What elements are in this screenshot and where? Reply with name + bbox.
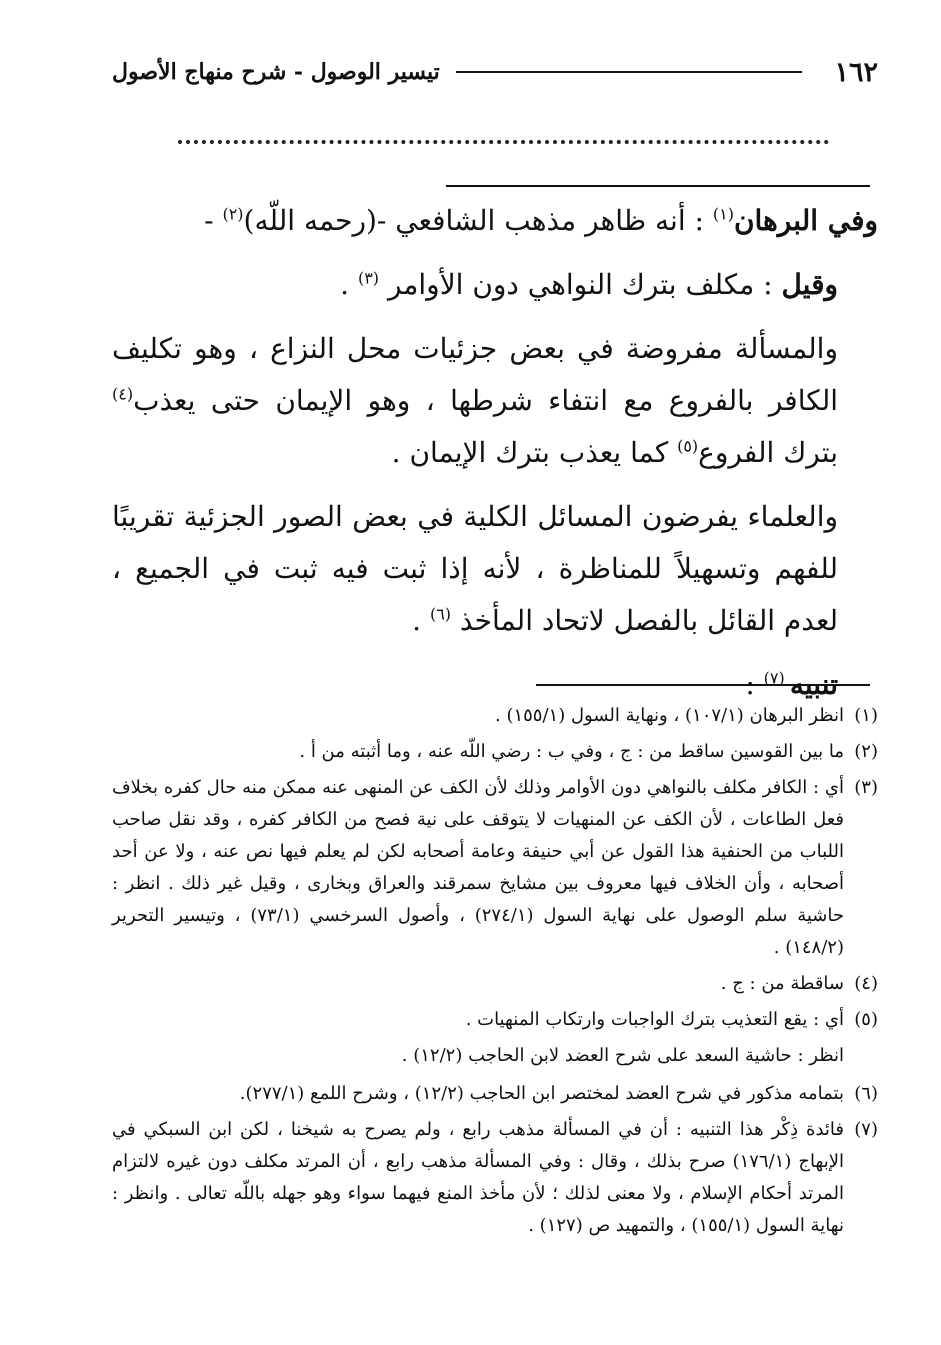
footnote-7 bbox=[112, 1114, 878, 1242]
footnote-ref-1: (١) bbox=[712, 204, 734, 224]
footnote-3 bbox=[112, 772, 878, 964]
footnote-rule bbox=[536, 684, 870, 686]
paragraph-burhan bbox=[112, 195, 878, 247]
top-rule bbox=[446, 185, 870, 187]
term-burhan: وفي البرهان bbox=[733, 204, 878, 237]
footnote-5-continuation bbox=[112, 1040, 878, 1072]
footnote-ref-2: (٢) bbox=[222, 204, 244, 224]
paragraph-qila bbox=[112, 259, 878, 311]
footnote-6 bbox=[112, 1078, 878, 1110]
paragraph-text: : مكلف بترك النواهي دون الأوامر bbox=[379, 268, 782, 301]
running-title: تيسير الوصول - شرح منهاج الأصول bbox=[112, 59, 440, 85]
paragraph-text: . bbox=[340, 268, 358, 301]
footnote-number: (٤) bbox=[854, 973, 878, 994]
header-rule bbox=[456, 71, 802, 73]
paragraph-text: بترك الفروع bbox=[698, 436, 838, 469]
footnote-text: فائدة ذِكْر هذا التنبيه : أن في المسألة مذهب رابع ، ولم يصرح به شيخنا ، لكن ابن السبكي في الإبهاج (١٧٦/١) صرح بذلك ، وقال : وفي المسألة مذهب رابع ، أن المرتد مكلف دون غيره لالتزام المرتد أحكام الإسلام ، ولا معنى لذلك ؛ لأن مأخذ المنع فيهما سواء وهو جهله باللّه تعالى . وانظر : نهاية السول (١٥٥/١) ، والتمهيد ص (١٢٧) . bbox=[112, 1119, 845, 1236]
footnote-text: أي : يقع التعذيب بترك الواجبات وارتكاب المنهيات . bbox=[465, 1009, 844, 1030]
term-qila: وقيل bbox=[781, 268, 838, 301]
footnote-2 bbox=[112, 736, 878, 768]
main-text bbox=[112, 195, 878, 723]
footnote-ref-6: (٦) bbox=[429, 604, 452, 624]
footnote-4 bbox=[112, 968, 878, 1000]
paragraph-text: : bbox=[745, 668, 764, 701]
footnote-number: (٢) bbox=[854, 741, 878, 762]
footnote-number: (٦) bbox=[854, 1083, 878, 1104]
footnote-1 bbox=[112, 700, 878, 732]
footnote-text: ساقطة من : ج . bbox=[720, 973, 844, 994]
page-header bbox=[112, 50, 878, 94]
footnote-ref-4: (٤) bbox=[112, 384, 134, 404]
footnote-ref-5: (٥) bbox=[677, 436, 699, 456]
footnote-text: بتمامه مذكور في شرح العضد لمختصر ابن الحاجب (١٢/٢) ، وشرح اللمع (٢٧٧/١). bbox=[239, 1083, 844, 1104]
term-tanbih: تنبيه bbox=[789, 668, 838, 701]
footnote-number: (٣) bbox=[854, 777, 878, 798]
page-number: ١٦٢ bbox=[834, 56, 878, 88]
footnotes bbox=[112, 700, 878, 1246]
footnote-text: ما بين القوسين ساقط من : ج ، وفي ب : رضي اللّه عنه ، وما أثبته من أ . bbox=[299, 741, 844, 762]
paragraph-text: كما يعذب بترك الإيمان . bbox=[391, 436, 678, 469]
dotted-separator bbox=[178, 140, 829, 144]
footnote-text: أي : الكافر مكلف بالنواهي دون الأوامر وذلك لأن الكف عن المنهى عنه ممكن منه حال كفره بخلاف فعل الطاعات ، لأن الكف عن المنهيات لا يتوقف على نية فصح من الكافر كفره ، وقد نقل صاحب اللباب من الحنفية هذا القول عن أبي حنيفة وعامة أصحابه لكن لم يعلم فيها نص عنه ، ولا عن أحد أصحابه ، وأن الخلاف فيها معروف بين مشايخ سمرقند والعراق وبخارى ، وقيل غير ذلك . انظر : حاشية سلم الوصول على نهاية السول (٢٧٤/١) ، وأصول السرخسي (٧٣/١) ، وتيسير التحرير (١٤٨/٢) . bbox=[112, 777, 844, 958]
footnote-text: انظر : حاشية السعد على شرح العضد لابن الحاجب (١٢/٢) . bbox=[401, 1045, 844, 1066]
footnote-text: انظر البرهان (١٠٧/١) ، ونهاية السول (١٥٥/١) . bbox=[495, 705, 844, 726]
paragraph-text: والمسألة مفروضة في بعض جزئيات محل النزاع ، وهو تكليف الكافر بالفروع مع انتفاء شرطها ، وهو الإيمان حتى يعذب bbox=[112, 332, 838, 417]
paragraph-text: والعلماء يفرضون المسائل الكلية في بعض الصور الجزئية تقريبًا للفهم وتسهيلاً للمناظرة ، لأنه إذا ثبت فيه ثبت في الجميع ، لعدم القائل بالفصل لاتحاد المأخذ bbox=[112, 500, 838, 637]
paragraph-masala bbox=[112, 323, 878, 479]
footnote-ref-3: (٣) bbox=[357, 268, 380, 288]
footnote-number: (٧) bbox=[854, 1119, 878, 1140]
footnote-number: (٥) bbox=[854, 1009, 878, 1030]
footnote-ref-7: (٧) bbox=[763, 668, 790, 688]
footnote-5 bbox=[112, 1004, 878, 1036]
footnote-number: (١) bbox=[854, 705, 878, 726]
paragraph-text: . bbox=[412, 604, 430, 637]
paragraph-ulama bbox=[112, 491, 878, 647]
paragraph-text: - bbox=[204, 204, 223, 237]
paragraph-text: : أنه ظاهر مذهب الشافعي -(رحمه اللّه) bbox=[243, 204, 713, 237]
